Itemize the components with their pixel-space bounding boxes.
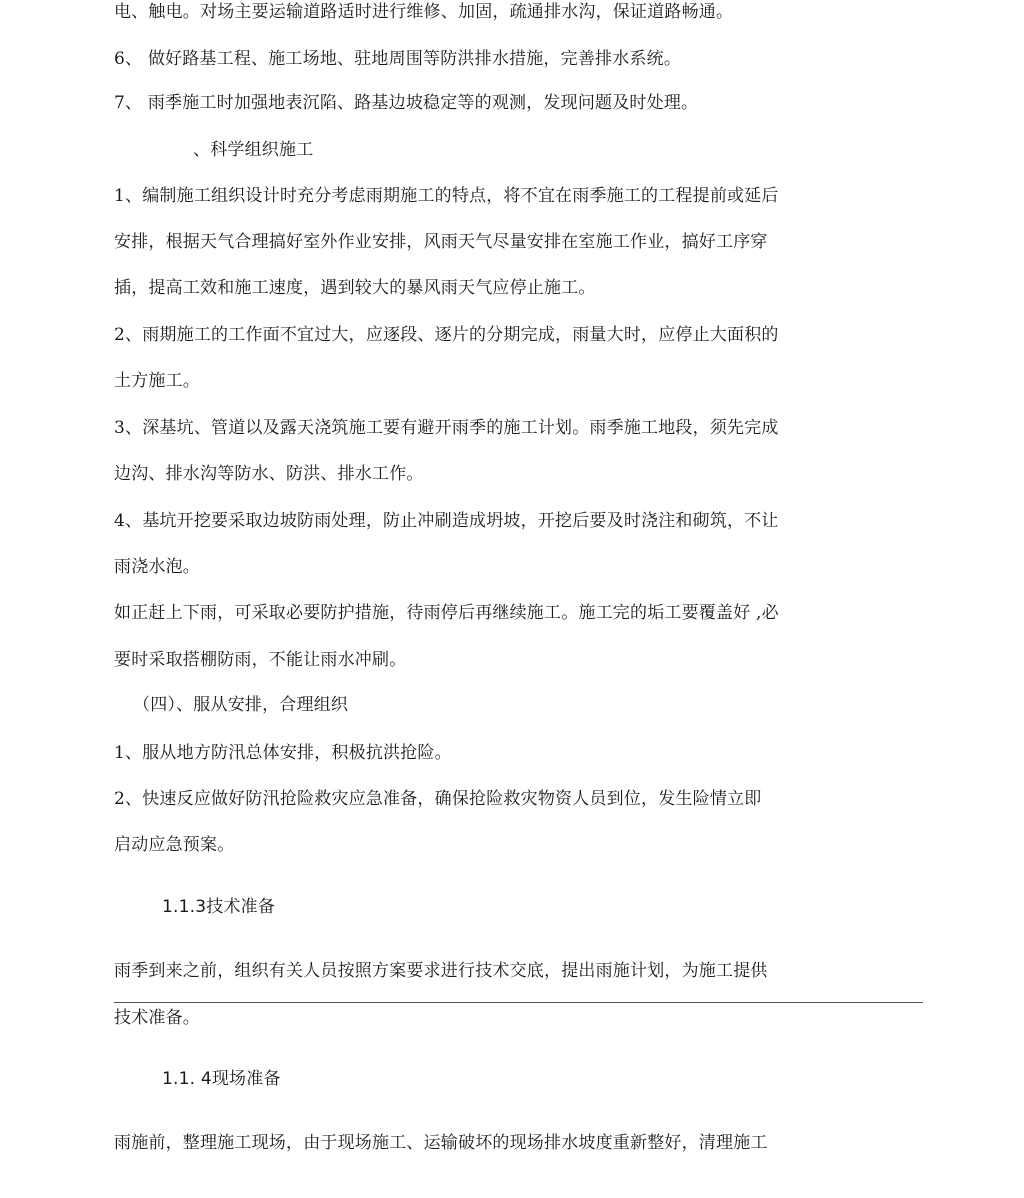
list-item-1: 1、服从地方防汛总体安排，积极抗洪抢险。 — [114, 743, 452, 763]
body-text-line: 电、触电。对场主要运输道路适时进行维修、加固，疏通排水沟，保证道路畅通。 — [114, 2, 734, 22]
body-text-line: 雨季到来之前，组织有关人员按照方案要求进行技术交底，提出雨施计划，为施工提供 — [114, 961, 768, 981]
list-item-2: 2、快速反应做好防汛抢险救灾应急准备，确保抢险救灾物资人员到位，发生险情立即 — [114, 789, 762, 809]
list-item-7: 7、 雨季施工时加强地表沉陷、路基边坡稳定等的观测，发现问题及时处理。 — [114, 93, 699, 113]
body-text-line: 插，提高工效和施工速度，遇到较大的暴风雨天气应停止施工。 — [114, 278, 596, 298]
list-item-3: 3、深基坑、管道以及露天浇筑施工要有避开雨季的施工计划。雨季施工地段，须先完成 — [114, 418, 779, 438]
body-text-line: 雨施前，整理施工现场，由于现场施工、运输破坏的现场排水坡度重新整好，清理施工 — [114, 1133, 768, 1153]
body-text-line: 要时采取搭棚防雨，不能让雨水冲刷。 — [114, 650, 407, 670]
list-item-1: 1、编制施工组织设计时充分考虑雨期施工的特点，将不宜在雨季施工的工程提前或延后 — [114, 186, 779, 206]
section-heading-scientific-organization: 、科学组织施工 — [193, 140, 314, 160]
section-heading-1-1-4: 1.1. 4现场准备 — [162, 1069, 281, 1089]
section-heading-four: （四）、服从安排，合理组织 — [133, 695, 349, 715]
horizontal-rule — [114, 1002, 923, 1003]
body-text-line: 安排，根据天气合理搞好室外作业安排，风雨天气尽量安排在室施工作业，搞好工序穿 — [114, 232, 768, 252]
body-text-line: 启动应急预案。 — [114, 835, 235, 855]
body-text-line: 技术准备。 — [114, 1008, 200, 1028]
body-text-line: 雨浇水泡。 — [114, 557, 200, 577]
body-text-line: 如正赶上下雨，可采取必要防护措施，待雨停后再继续施工。施工完的垢工要覆盖好 ,必 — [114, 603, 779, 623]
body-text-line: 边沟、排水沟等防水、防洪、排水工作。 — [114, 464, 424, 484]
list-item-2: 2、雨期施工的工作面不宜过大，应逐段、逐片的分期完成，雨量大时，应停止大面积的 — [114, 325, 779, 345]
section-heading-1-1-3: 1.1.3技术准备 — [162, 897, 276, 917]
list-item-6: 6、 做好路基工程、施工场地、驻地周围等防洪排水措施，完善排水系统。 — [114, 49, 682, 69]
list-item-4: 4、基坑开挖要采取边坡防雨处理，防止冲刷造成坍坡，开挖后要及时浇注和砌筑，不让 — [114, 511, 779, 531]
body-text-line: 土方施工。 — [114, 371, 200, 391]
